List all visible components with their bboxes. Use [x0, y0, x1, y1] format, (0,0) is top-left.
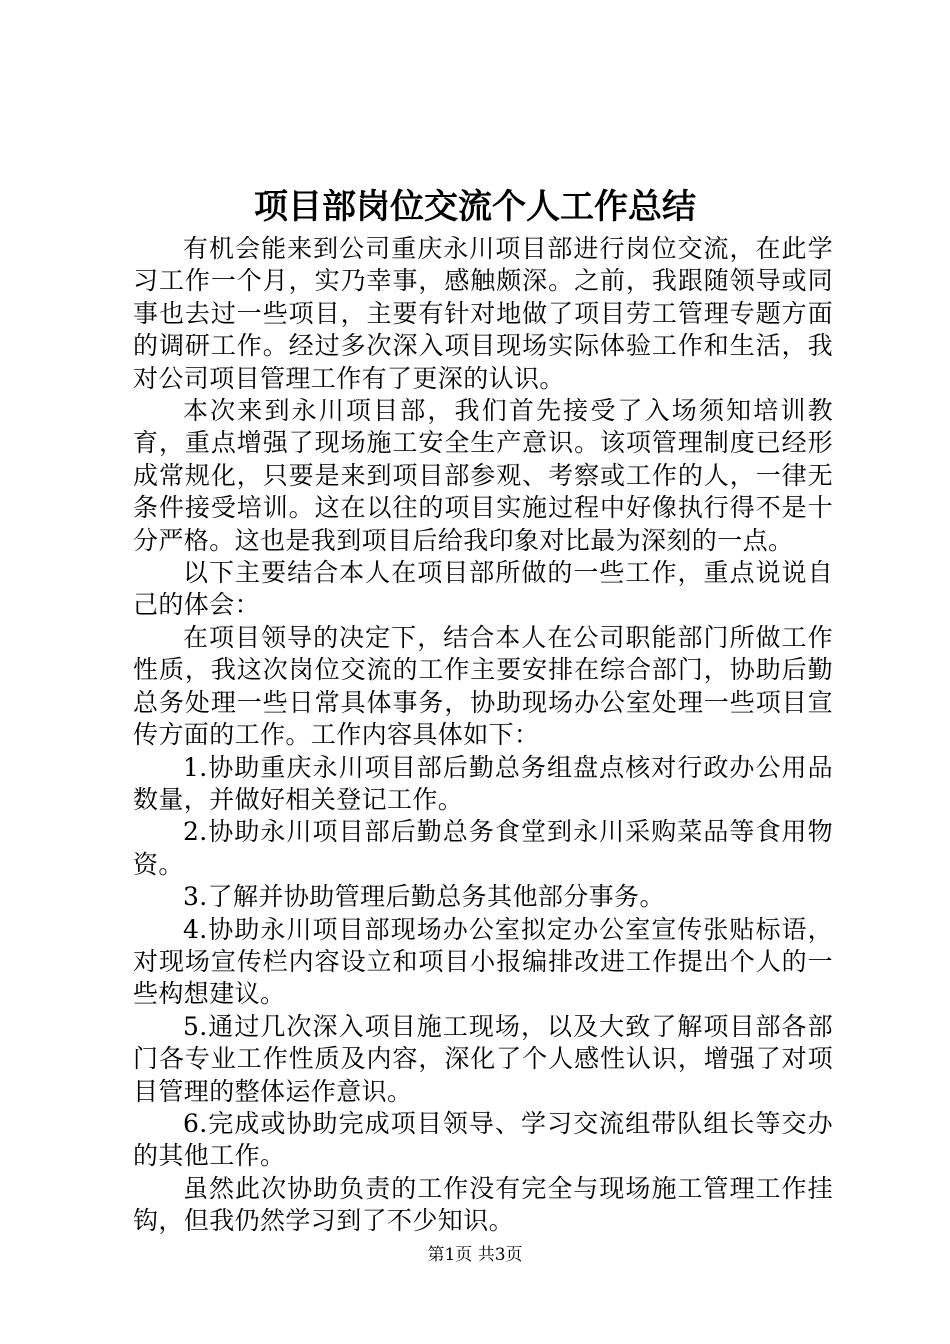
- list-item: 6.完成或协助完成项目领导、学习交流组带队组长等交办的其他工作。: [133, 1108, 833, 1171]
- paragraph: 在项目领导的决定下，结合本人在公司职能部门所做工作性质，我这次岗位交流的工作主要安排在综合部门，协助后勤总务处理一些日常具体事务，协助现场办公室处理一些项目宣传方面的工作。工作内容具体如下：: [133, 622, 833, 750]
- list-item: 1.协助重庆永川项目部后勤总务组盘点核对行政办公用品数量，并做好相关登记工作。: [133, 752, 833, 814]
- list-item: 5.通过几次深入项目施工现场，以及大致了解项目部各部门各专业工作性质及内容，深化了个人感性认识，增强了对项目管理的整体运作意识。: [133, 1011, 833, 1106]
- paragraph: 以下主要结合本人在项目部所做的一些工作，重点说说自己的体会：: [133, 558, 833, 620]
- list-item: 2.协助永川项目部后勤总务食堂到永川采购菜品等食用物资。: [133, 817, 833, 879]
- paragraph: 虽然此次协助负责的工作没有完全与现场施工管理工作挂钩，但我仍然学习到了不少知识。: [133, 1173, 833, 1236]
- document-body: [133, 233, 833, 1238]
- paragraph: 有机会能来到公司重庆永川项目部进行岗位交流，在此学习工作一个月，实乃幸事，感触颇深。之前，我跟随领导或同事也去过一些项目，主要有针对地做了项目劳工管理专题方面的调研工作。经过多次深入项目现场实际体验工作和生活，我对公司项目管理工作有了更深的认识。: [133, 234, 833, 393]
- list-item: 4.协助永川项目部现场办公室拟定办公室宣传张贴标语，对现场宣传栏内容设立和项目小报编排改进工作提出个人的一些构想建议。: [133, 914, 833, 1009]
- document-title: 项目部岗位交流个人工作总结: [254, 187, 696, 227]
- list-item: 3.了解并协助管理后勤总务其他部分事务。: [183, 882, 665, 912]
- paragraph: 本次来到永川项目部，我们首先接受了入场须知培训教育，重点增强了现场施工安全生产意识。该项管理制度已经形成常规化，只要是来到项目部参观、考察或工作的人，一律无条件接受培训。这在以往的项目实施过程中好像执行得不是十分严格。这也是我到项目后给我印象对比最为深刻的一点。: [133, 396, 833, 555]
- page-number-footer: 第1页 共3页: [427, 1245, 523, 1265]
